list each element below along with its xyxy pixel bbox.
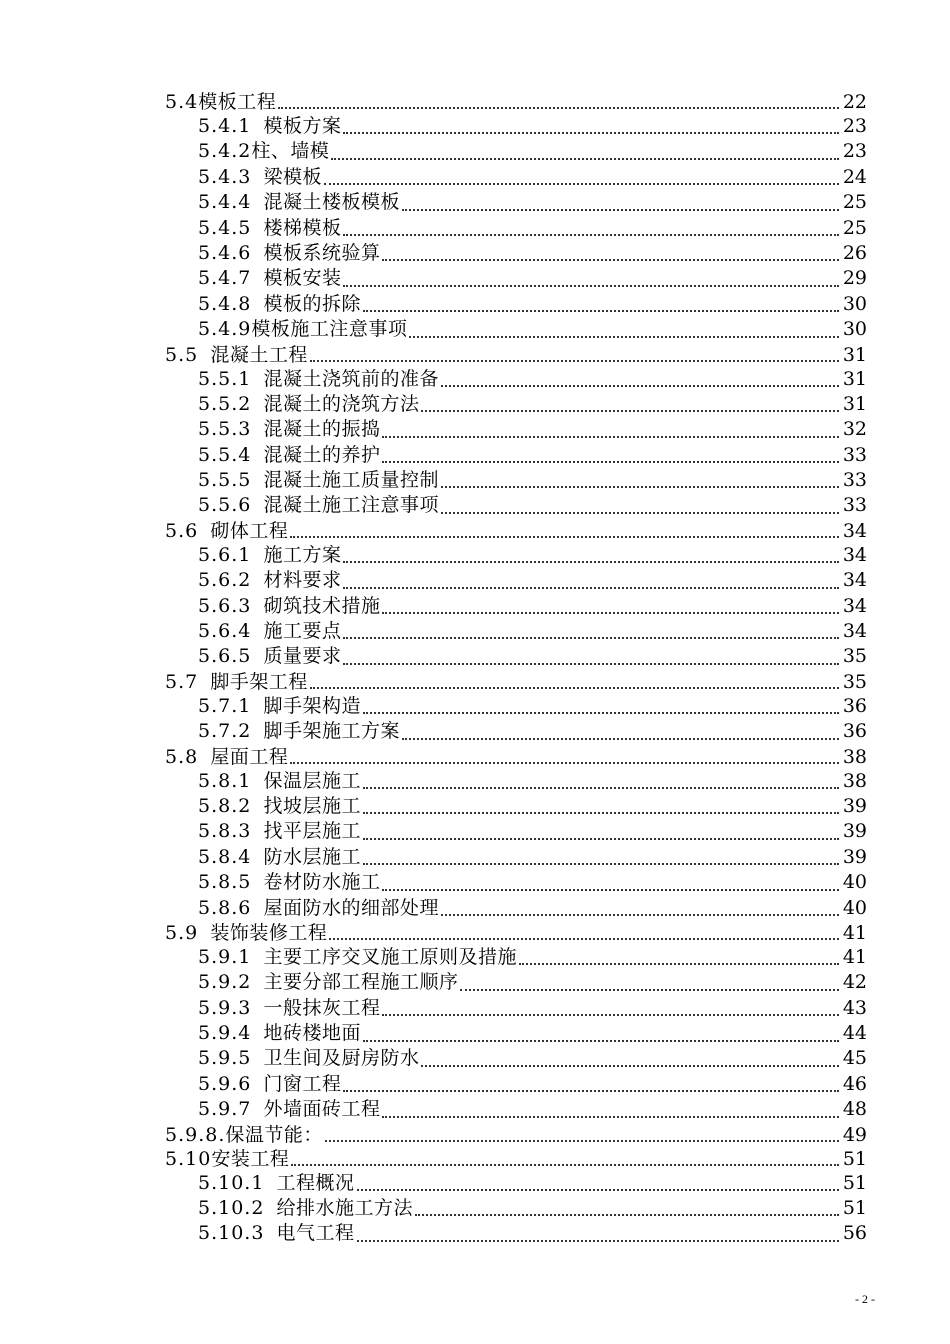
toc-entry-page: 51 [842,1171,867,1194]
toc-entry-page: 41 [842,921,867,944]
dot-leader [382,436,838,438]
toc-entry-gap [251,493,263,518]
toc-entry-title: 模板施工注意事项 [251,318,408,341]
toc-entry-page: 32 [842,418,867,441]
toc-entry-title: 柱、墙模 [251,140,330,163]
toc-entry-title: 保温层施工 [263,769,361,792]
toc-entry-number: 5.8 [165,745,199,768]
toc-entry-number: 5.9.1 [198,945,252,968]
toc-entry-gap [251,794,263,819]
toc-entry-title: 混凝土的振捣 [263,418,381,441]
toc-entry[interactable] [165,139,867,164]
toc-entry-gap [251,367,263,392]
dot-leader [519,963,839,965]
toc-entry-title: 梁模板 [263,165,322,188]
toc-entry[interactable] [165,896,867,921]
toc-entry-number: 5.5.6 [198,494,252,517]
toc-entry-title: 施工要点 [263,620,342,643]
dot-leader [382,461,838,463]
toc-entry-page: 30 [842,292,867,315]
toc-entry-gap [198,343,210,367]
toc-entry-number: 5.9.4 [198,1022,252,1045]
toc-entry[interactable] [165,670,867,694]
toc-entry-gap [251,996,263,1021]
dot-leader [357,1240,839,1242]
dot-leader [441,914,839,916]
dot-leader [343,132,838,134]
toc-entry-title: 混凝土楼板模板 [263,191,400,214]
toc-entry-number: 5.8.1 [198,769,252,792]
toc-entry-title: 质量要求 [263,645,342,668]
toc-entry-number: 5.6.3 [198,594,252,617]
toc-entry-gap [198,921,210,945]
dot-leader [325,1140,839,1142]
toc-entry-page: 36 [842,694,867,717]
toc-entry[interactable] [165,468,867,493]
toc-entry-title: 保温节能： [225,1123,323,1146]
dot-leader [363,1040,839,1042]
toc-entry-title: 模板系统验算 [263,241,381,264]
toc-entry-number: 5.9 [165,921,199,944]
toc-entry-page: 49 [842,1123,867,1146]
toc-entry-number: 5.7.2 [198,720,252,743]
toc-entry-title: 装饰装修工程 [210,921,328,944]
toc-entry[interactable] [165,190,867,215]
toc-entry-number: 5.4.4 [198,191,252,214]
toc-entry-title: 屋面防水的细部处理 [263,896,439,919]
toc-entry[interactable] [165,292,867,317]
toc-entry-gap [264,1196,276,1221]
toc-entry-gap [251,292,263,317]
toc-entry-title: 地砖楼地面 [263,1022,361,1045]
toc-entry-title: 屋面工程 [210,745,289,768]
toc-entry-number: 5.4 [165,91,199,113]
toc-entry[interactable] [165,694,867,719]
toc-entry-title: 门窗工程 [263,1072,342,1095]
toc-entry[interactable] [165,719,867,744]
toc-entry[interactable] [165,945,867,970]
toc-entry-number: 5.9.5 [198,1047,252,1070]
toc-entry-title: 卫生间及厨房防水 [263,1047,420,1070]
toc-entry-title: 主要分部工程施工顺序 [263,971,459,994]
toc-entry[interactable] [165,996,867,1021]
toc-entry-gap [251,769,263,794]
dot-leader [363,812,839,814]
toc-entry-gap [264,1221,276,1246]
toc-entry-number: 5.9.2 [198,971,252,994]
toc-entry-number: 5.5.5 [198,469,252,492]
toc-entry-title: 外墙面砖工程 [263,1098,381,1121]
toc-entry[interactable] [165,819,867,844]
toc-entry-title: 混凝土的养护 [263,443,381,466]
toc-entry[interactable] [165,367,867,392]
dot-leader [402,738,839,740]
toc-entry-number: 5.6.1 [198,543,252,566]
toc-entry-title: 安装工程 [211,1147,290,1170]
toc-entry-gap [251,216,263,241]
toc-entry-page: 35 [842,670,867,693]
toc-entry-title: 材料要求 [263,569,342,592]
toc-entry-number: 5.10 [165,1147,212,1170]
toc-entry-number: 5.9.6 [198,1072,252,1095]
toc-entry-page: 39 [842,820,867,843]
dot-leader [310,687,839,689]
toc-entry-page: 40 [842,871,867,894]
toc-entry-title: 找坡层施工 [263,794,361,817]
dot-leader [363,787,839,789]
dot-leader [421,410,838,412]
toc-entry[interactable] [165,594,867,619]
toc-entry-gap [251,619,263,644]
toc-entry-page: 34 [842,543,867,566]
toc-entry-number: 5.10.3 [198,1222,265,1245]
toc-entry-page: 30 [842,318,867,341]
toc-entry-page: 48 [842,1098,867,1121]
toc-entry[interactable] [165,241,867,266]
toc-entry-page: 45 [842,1047,867,1070]
toc-entry-gap [251,190,263,215]
dot-leader [343,637,838,639]
dot-leader [382,612,838,614]
dot-leader [441,385,839,387]
toc-entry[interactable] [165,165,867,190]
toc-entry-number: 5.5.3 [198,418,252,441]
toc-entry-number: 5.6 [165,519,199,542]
toc-entry-number: 5.4.5 [198,216,252,239]
toc-entry-page: 46 [842,1072,867,1095]
toc-entry[interactable] [165,1021,867,1046]
toc-entry[interactable] [165,1147,867,1171]
dot-leader [343,285,838,287]
toc-entry-page: 51 [842,1147,867,1170]
toc-entry-page: 31 [842,367,867,390]
toc-entry-page: 34 [842,594,867,617]
toc-entry-number: 5.8.6 [198,896,252,919]
toc-entry-page: 31 [842,343,867,366]
toc-entry-number: 5.4.9 [198,318,252,341]
toc-entry-gap [198,670,210,694]
toc-entry-number: 5.10.2 [198,1197,265,1220]
toc-entry-number: 5.4.1 [198,114,252,137]
toc-entry[interactable] [165,745,867,769]
dot-leader [460,989,838,991]
toc-entry-number: 5.5 [165,343,199,366]
toc-entry-page: 26 [842,241,867,264]
dot-leader [343,587,838,589]
dot-leader [421,1065,838,1067]
page-number: - 2 - [855,1292,875,1306]
table-of-contents [165,90,867,1247]
toc-entry-number: 5.4.8 [198,292,252,315]
toc-entry-number: 5.5.2 [198,392,252,415]
toc-entry-number: 5.9.8. [165,1123,226,1146]
toc-entry-title: 脚手架构造 [263,694,361,717]
toc-entry-page: 43 [842,996,867,1019]
toc-entry-title: 脚手架施工方案 [263,720,400,743]
toc-entry-page: 35 [842,645,867,668]
toc-entry-gap [251,1046,263,1071]
toc-entry-title: 混凝土浇筑前的准备 [263,367,439,390]
toc-entry-gap [251,392,263,417]
toc-entry-page: 38 [842,745,867,768]
toc-entry-page: 44 [842,1022,867,1045]
toc-entry-title: 找平层施工 [263,820,361,843]
toc-entry-number: 5.8.5 [198,871,252,894]
toc-entry[interactable] [165,568,867,593]
toc-entry-number: 5.7.1 [198,694,252,717]
toc-entry-gap [251,1097,263,1122]
toc-entry-gap [251,819,263,844]
toc-entry[interactable] [165,1221,867,1246]
toc-entry-number: 5.6.4 [198,620,252,643]
toc-entry-page: 39 [842,794,867,817]
toc-entry-page: 36 [842,720,867,743]
dot-leader [290,762,838,764]
toc-entry-page: 39 [842,845,867,868]
toc-entry-gap [251,644,263,669]
toc-entry-page: 51 [842,1197,867,1220]
toc-entry-page: 29 [842,267,867,290]
toc-entry-gap [251,870,263,895]
toc-entry-number: 5.9.3 [198,996,252,1019]
toc-entry-title: 电气工程 [276,1222,355,1245]
toc-entry-page: 31 [842,392,867,415]
dot-leader [310,360,839,362]
toc-entry[interactable] [165,619,867,644]
toc-entry-number: 5.5.1 [198,367,252,390]
toc-entry-page: 56 [842,1222,867,1245]
toc-entry-gap [251,896,263,921]
dot-leader [331,158,838,160]
toc-entry-gap [251,1021,263,1046]
toc-entry-page: 38 [842,769,867,792]
toc-entry-page: 34 [842,519,867,542]
toc-entry-gap [251,165,263,190]
toc-entry-page: 41 [842,945,867,968]
toc-entry[interactable] [165,1097,867,1122]
toc-entry-title: 混凝土的浇筑方法 [263,392,420,415]
dot-leader [363,863,839,865]
toc-entry-number: 5.8.3 [198,820,252,843]
toc-entry[interactable] [165,921,867,945]
dot-leader [415,1214,839,1216]
dot-leader [363,838,839,840]
toc-entry-page: 22 [842,91,867,113]
toc-entry-gap [251,568,263,593]
dot-leader [343,234,838,236]
toc-entry-number: 5.6.2 [198,569,252,592]
toc-entry-page: 24 [842,165,867,188]
toc-entry[interactable] [165,1196,867,1221]
dot-leader [441,486,839,488]
toc-entry-title: 给排水施工方法 [276,1197,414,1220]
toc-entry-title: 防水层施工 [263,845,361,868]
toc-entry-title: 楼梯模板 [263,216,342,239]
toc-entry[interactable] [165,970,867,995]
toc-entry-number: 5.7 [165,670,199,693]
dot-leader [382,889,838,891]
toc-entry[interactable] [165,443,867,468]
toc-entry-number: 5.5.4 [198,443,252,466]
toc-entry-page: 33 [842,469,867,492]
toc-entry[interactable] [165,216,867,241]
toc-entry[interactable] [165,769,867,794]
toc-entry-page: 25 [842,191,867,214]
dot-leader [357,1189,839,1191]
toc-entry-title: 卷材防水施工 [263,871,381,894]
toc-entry[interactable] [165,392,867,417]
toc-entry-title: 砌筑技术措施 [263,594,381,617]
toc-entry[interactable] [165,519,867,543]
toc-entry-number: 5.4.2 [198,140,252,163]
dot-leader [402,209,839,211]
toc-entry[interactable] [165,644,867,669]
toc-entry[interactable] [165,114,867,139]
toc-entry[interactable] [165,794,867,819]
toc-entry-number: 5.8.2 [198,794,252,817]
toc-entry-title: 施工方案 [263,543,342,566]
toc-entry-page: 33 [842,443,867,466]
toc-entry-gap [251,266,263,291]
toc-entry-gap [251,719,263,744]
dot-leader [409,336,838,338]
dot-leader [363,310,839,312]
dot-leader [382,259,838,261]
toc-entry-gap [251,443,263,468]
toc-entry-page: 23 [842,114,867,137]
toc-entry-title: 砌体工程 [210,519,289,542]
toc-entry[interactable] [165,493,867,518]
dot-leader [291,1164,838,1166]
toc-entry-page: 33 [842,494,867,517]
toc-entry-number: 5.6.5 [198,645,252,668]
toc-entry-title: 模板安装 [263,267,342,290]
dot-leader [343,663,838,665]
dot-leader [290,536,838,538]
toc-entry-gap [251,845,263,870]
toc-entry-page: 42 [842,971,867,994]
toc-entry-gap [198,745,210,769]
toc-entry-title: 工程概况 [276,1171,355,1194]
toc-entry[interactable] [165,317,867,342]
toc-entry-page: 34 [842,620,867,643]
toc-entry-page: 34 [842,569,867,592]
toc-entry-title: 模板方案 [263,114,342,137]
toc-entry-gap [251,970,263,995]
toc-entry-title: 脚手架工程 [210,670,308,693]
toc-entry-gap [251,417,263,442]
toc-entry-title: 混凝土工程 [210,343,308,366]
toc-entry-title: 模板工程 [198,91,277,113]
toc-entry[interactable] [165,1072,867,1097]
dot-leader [441,512,839,514]
toc-entry-title: 一般抹灰工程 [263,996,381,1019]
toc-entry[interactable] [165,543,867,568]
toc-entry-gap [251,594,263,619]
toc-entry-gap [251,694,263,719]
toc-entry[interactable] [165,1171,867,1196]
dot-leader [363,712,839,714]
toc-entry-gap [251,114,263,139]
toc-entry-page: 25 [842,216,867,239]
toc-entry-number: 5.9.7 [198,1098,252,1121]
toc-entry-title: 模板的拆除 [263,292,361,315]
toc-entry-gap [251,468,263,493]
toc-entry-number: 5.8.4 [198,845,252,868]
toc-entry-number: 5.4.3 [198,165,252,188]
toc-entry[interactable] [165,343,867,367]
toc-entry[interactable] [165,870,867,895]
toc-entry-gap [251,543,263,568]
toc-entry-gap [251,241,263,266]
dot-leader [329,938,838,940]
toc-entry-number: 5.10.1 [198,1171,265,1194]
toc-entry[interactable] [165,417,867,442]
toc-entry-page: 40 [842,896,867,919]
toc-entry[interactable] [165,266,867,291]
dot-leader [343,1090,838,1092]
toc-entry[interactable] [165,1123,867,1147]
dot-leader [382,1116,838,1118]
toc-entry-gap [198,519,210,543]
toc-entry-title: 混凝土施工注意事项 [263,494,439,517]
dot-leader [324,183,839,185]
toc-entry[interactable] [165,90,867,114]
dot-leader [343,561,838,563]
dot-leader [278,107,839,109]
toc-entry-number: 5.4.6 [198,241,252,264]
toc-entry-gap [264,1171,276,1196]
toc-entry[interactable] [165,1047,867,1072]
toc-entry-title: 主要工序交叉施工原则及措施 [263,945,517,968]
toc-entry-title: 混凝土施工质量控制 [263,469,439,492]
dot-leader [382,1014,838,1016]
toc-entry-page: 23 [842,140,867,163]
toc-entry-gap [251,945,263,970]
toc-entry[interactable] [165,845,867,870]
toc-entry-number: 5.4.7 [198,267,252,290]
toc-entry-gap [251,1072,263,1097]
